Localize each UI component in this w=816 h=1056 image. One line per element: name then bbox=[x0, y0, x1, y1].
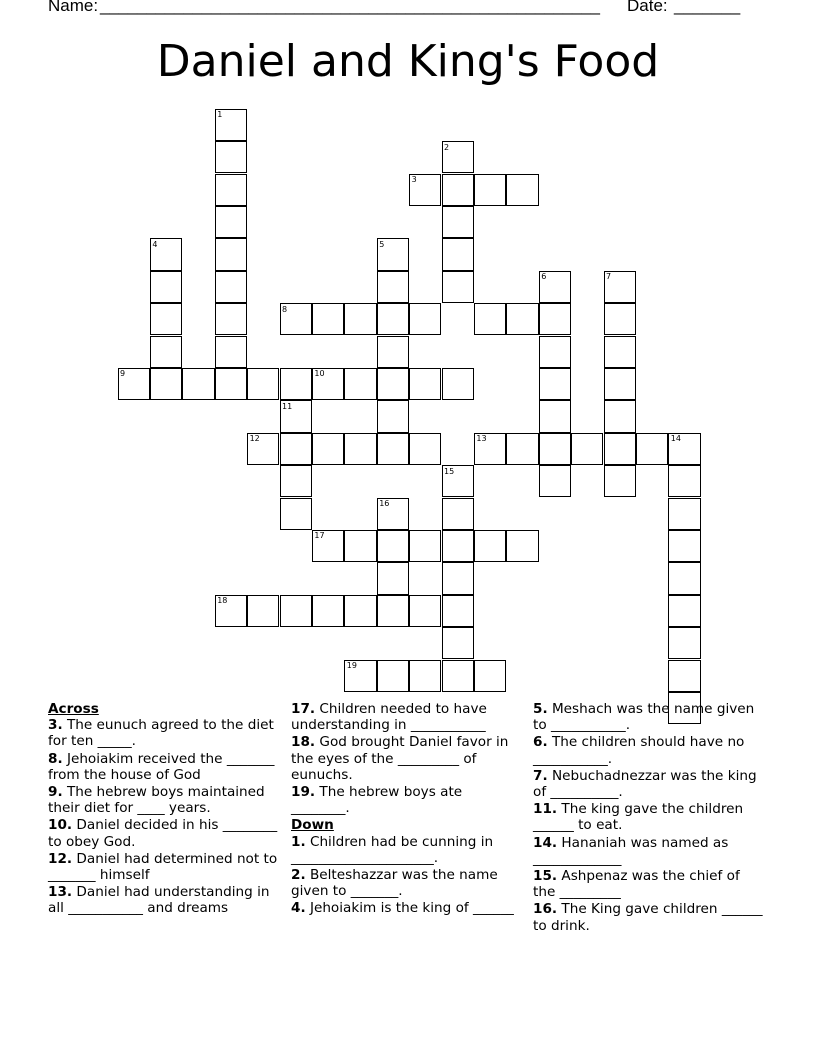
clue-text: The hebrew boys ate ________. bbox=[291, 784, 463, 817]
clue-text: Hananiah was named as _____________ bbox=[533, 834, 729, 867]
crossword-cell[interactable] bbox=[604, 368, 636, 400]
clue-number-label: 11 bbox=[282, 401, 293, 411]
crossword-cell[interactable] bbox=[409, 303, 441, 335]
crossword-cell[interactable] bbox=[636, 433, 668, 465]
crossword-cell[interactable] bbox=[539, 465, 571, 497]
clue-number-label: 14 bbox=[670, 434, 681, 444]
crossword-cell[interactable] bbox=[215, 336, 247, 368]
crossword-cell[interactable] bbox=[312, 303, 344, 335]
clue bbox=[48, 717, 280, 749]
crossword-cell[interactable] bbox=[377, 433, 409, 465]
clue-text: Daniel had understanding in all ___________ and dreams bbox=[48, 884, 270, 917]
clue-text: Daniel had determined not to _______ himself bbox=[48, 850, 278, 884]
date-line[interactable]: _______ bbox=[674, 0, 741, 15]
crossword-cell[interactable] bbox=[280, 368, 312, 400]
crossword-cell[interactable] bbox=[409, 530, 441, 562]
clue-number: 5. bbox=[533, 701, 548, 717]
clue-number: 6. bbox=[533, 734, 548, 751]
crossword-cell[interactable] bbox=[215, 271, 247, 303]
crossword-cell[interactable] bbox=[668, 562, 700, 594]
crossword-cell[interactable] bbox=[182, 368, 214, 400]
crossword-cell[interactable] bbox=[280, 433, 312, 465]
clue bbox=[291, 834, 523, 866]
crossword-cell[interactable] bbox=[604, 465, 636, 497]
crossword-cell[interactable] bbox=[539, 433, 571, 465]
crossword-cell[interactable] bbox=[442, 627, 474, 659]
clue bbox=[291, 867, 523, 899]
crossword-cell[interactable] bbox=[506, 530, 538, 562]
clue-number-label: 8 bbox=[282, 304, 288, 314]
crossword-cell[interactable] bbox=[377, 303, 409, 335]
clue bbox=[533, 768, 765, 800]
clue-number: 3. bbox=[48, 717, 63, 734]
clue-number-label: 15 bbox=[444, 466, 455, 476]
crossword-cell[interactable] bbox=[377, 595, 409, 627]
crossword-cell[interactable] bbox=[604, 303, 636, 335]
clue bbox=[48, 751, 280, 783]
crossword-cell[interactable] bbox=[377, 660, 409, 692]
clue-number-label: 2 bbox=[444, 142, 450, 152]
crossword-cell[interactable] bbox=[442, 660, 474, 692]
crossword-cell[interactable] bbox=[150, 303, 182, 335]
clue-text: God brought Daniel favor in the eyes of the _________ of eunuchs. bbox=[291, 734, 509, 783]
clue bbox=[533, 901, 765, 933]
crossword-cell[interactable] bbox=[409, 368, 441, 400]
clue bbox=[48, 884, 280, 916]
crossword-cell[interactable] bbox=[280, 498, 312, 530]
crossword-cell[interactable] bbox=[539, 368, 571, 400]
crossword-cell[interactable] bbox=[506, 303, 538, 335]
crossword-cell[interactable] bbox=[442, 271, 474, 303]
clue-number: 8. bbox=[48, 750, 63, 767]
clue-number: 14. bbox=[533, 834, 558, 851]
clue-number: 17. bbox=[291, 701, 316, 717]
crossword-cell[interactable] bbox=[604, 336, 636, 368]
crossword-cell[interactable] bbox=[247, 595, 279, 627]
crossword-cell[interactable] bbox=[442, 206, 474, 238]
clue bbox=[48, 784, 280, 816]
clue-number: 7. bbox=[533, 767, 548, 784]
crossword-cell[interactable] bbox=[377, 336, 409, 368]
clue-number: 4. bbox=[291, 900, 306, 917]
crossword-cell[interactable] bbox=[442, 530, 474, 562]
clue-text: The King gave children ______ to drink. bbox=[533, 901, 763, 934]
crossword-cell[interactable] bbox=[668, 595, 700, 627]
crossword-cell[interactable] bbox=[442, 562, 474, 594]
crossword-cell[interactable] bbox=[604, 400, 636, 432]
clues-column-1 bbox=[48, 701, 280, 918]
clue bbox=[533, 835, 765, 867]
down-heading: Down bbox=[291, 817, 334, 834]
clue-text: Children had be cunning in _____________________. bbox=[291, 833, 494, 866]
crossword-cell[interactable] bbox=[539, 336, 571, 368]
name-label: Name: bbox=[48, 0, 99, 15]
crossword-cell[interactable] bbox=[150, 368, 182, 400]
clue-number-label: 1 bbox=[217, 110, 223, 120]
crossword-cell[interactable] bbox=[571, 433, 603, 465]
crossword-cell[interactable] bbox=[506, 433, 538, 465]
clue-number-label: 16 bbox=[379, 499, 390, 508]
crossword-cell[interactable] bbox=[344, 368, 376, 400]
clue-text: Meshach was the name given to ___________. bbox=[533, 701, 755, 734]
crossword-cell[interactable] bbox=[409, 433, 441, 465]
clue-number-label: 6 bbox=[541, 272, 547, 282]
crossword-cell[interactable] bbox=[409, 660, 441, 692]
crossword-cell[interactable] bbox=[215, 206, 247, 238]
crossword-cell[interactable] bbox=[377, 400, 409, 432]
crossword-cell[interactable] bbox=[442, 174, 474, 206]
clue-number-label: 9 bbox=[120, 369, 126, 379]
crossword-cell[interactable] bbox=[668, 465, 700, 497]
crossword-cell[interactable] bbox=[344, 433, 376, 465]
clue-number: 18. bbox=[291, 734, 316, 751]
clue-number-label: 10 bbox=[314, 369, 325, 379]
clue bbox=[291, 734, 523, 783]
clue-text: Jehoiakim is the king of ______ bbox=[305, 900, 514, 917]
crossword-cell[interactable] bbox=[409, 595, 441, 627]
crossword-cell[interactable] bbox=[442, 238, 474, 270]
crossword-cell[interactable] bbox=[539, 400, 571, 432]
clue bbox=[533, 868, 765, 900]
crossword-cell[interactable] bbox=[280, 465, 312, 497]
clues-column-2 bbox=[291, 701, 523, 918]
crossword-cell[interactable] bbox=[474, 303, 506, 335]
crossword-cell[interactable] bbox=[377, 562, 409, 594]
clue-number: 11. bbox=[533, 801, 558, 818]
crossword-cell[interactable] bbox=[150, 336, 182, 368]
clue bbox=[48, 851, 280, 883]
clue-number-label: 13 bbox=[476, 434, 487, 444]
crossword-cell[interactable] bbox=[344, 595, 376, 627]
crossword-cell[interactable] bbox=[474, 174, 506, 206]
clues-column-3 bbox=[533, 701, 765, 935]
crossword-cell[interactable] bbox=[215, 303, 247, 335]
crossword-cell[interactable] bbox=[377, 368, 409, 400]
crossword-cell[interactable] bbox=[150, 271, 182, 303]
clue bbox=[533, 734, 765, 766]
clue bbox=[291, 900, 523, 916]
clue-number-label: 12 bbox=[249, 434, 260, 444]
across-heading: Across bbox=[48, 701, 99, 717]
crossword-cell[interactable] bbox=[604, 433, 636, 465]
crossword-cell[interactable] bbox=[668, 627, 700, 659]
clue-text: The children should have no ___________. bbox=[533, 734, 745, 767]
clue-number-label: 19 bbox=[346, 661, 357, 670]
clue-number-label: 3 bbox=[411, 175, 417, 184]
clue bbox=[533, 801, 765, 833]
clue-number: 19. bbox=[291, 784, 316, 801]
crossword-cell[interactable] bbox=[312, 433, 344, 465]
clue-number: 12. bbox=[48, 850, 73, 867]
crossword-cell[interactable] bbox=[215, 238, 247, 270]
clue bbox=[291, 784, 523, 816]
clue-number: 2. bbox=[291, 867, 306, 884]
crossword-cell[interactable] bbox=[668, 660, 700, 692]
across-clue-list-cont bbox=[291, 701, 523, 816]
crossword-cell[interactable] bbox=[280, 595, 312, 627]
crossword-cell[interactable] bbox=[506, 174, 538, 206]
clue-text: Children needed to have understanding in ___________ bbox=[291, 701, 487, 734]
crossword-cell[interactable] bbox=[442, 368, 474, 400]
clue bbox=[291, 701, 523, 733]
clue-number: 9. bbox=[48, 784, 63, 801]
crossword-cell[interactable] bbox=[442, 595, 474, 627]
clue-text: Daniel decided in his ________ to obey God. bbox=[48, 817, 278, 850]
clue bbox=[533, 701, 765, 733]
clue-number: 13. bbox=[48, 884, 73, 901]
clue-number-label: 18 bbox=[217, 596, 228, 606]
clue-text: Belteshazzar was the name given to _______. bbox=[291, 867, 498, 900]
crossword-cell[interactable] bbox=[668, 530, 700, 562]
crossword-cell[interactable] bbox=[377, 271, 409, 303]
name-line[interactable]: ______________________________________________________ bbox=[100, 0, 600, 15]
clue-number-label: 4 bbox=[152, 239, 158, 249]
down-clue-list-cont bbox=[533, 701, 765, 934]
clue-text: Nebuchadnezzar was the king of __________. bbox=[533, 767, 757, 801]
clue-text: Jehoiakim received the _______ from the house of God bbox=[48, 750, 275, 783]
crossword-cell[interactable] bbox=[344, 530, 376, 562]
crossword-cell[interactable] bbox=[539, 303, 571, 335]
clue-number: 10. bbox=[48, 817, 73, 834]
crossword-cell[interactable] bbox=[247, 368, 279, 400]
crossword-cell[interactable] bbox=[215, 368, 247, 400]
clue-number-label: 7 bbox=[606, 272, 612, 282]
page-title: Daniel and King's Food bbox=[156, 36, 660, 87]
crossword-cell[interactable] bbox=[215, 141, 247, 173]
crossword-cell[interactable] bbox=[344, 303, 376, 335]
clue-text: The eunuch agreed to the diet for ten _____. bbox=[48, 717, 274, 750]
across-clue-list bbox=[48, 717, 280, 916]
clue-number: 16. bbox=[533, 901, 558, 918]
crossword-cell[interactable] bbox=[668, 498, 700, 530]
date-label: Date: bbox=[627, 0, 668, 15]
clue-number: 15. bbox=[533, 868, 558, 885]
crossword-cell[interactable] bbox=[474, 660, 506, 692]
crossword-cell[interactable] bbox=[377, 530, 409, 562]
crossword-cell[interactable] bbox=[474, 530, 506, 562]
clue bbox=[48, 817, 280, 849]
clue-text: The king gave the children ______ to eat. bbox=[533, 801, 744, 834]
crossword-cell[interactable] bbox=[442, 498, 474, 530]
crossword-cell[interactable] bbox=[312, 595, 344, 627]
clue-text: Ashpenaz was the chief of the _________ bbox=[533, 868, 740, 901]
down-clue-list bbox=[291, 834, 523, 917]
clue-number-label: 17 bbox=[314, 531, 325, 541]
crossword-cell[interactable] bbox=[215, 174, 247, 206]
clue-text: The hebrew boys maintained their diet for ____ years. bbox=[48, 784, 265, 817]
clue-number: 1. bbox=[291, 833, 306, 850]
clue-number-label: 5 bbox=[379, 239, 385, 249]
